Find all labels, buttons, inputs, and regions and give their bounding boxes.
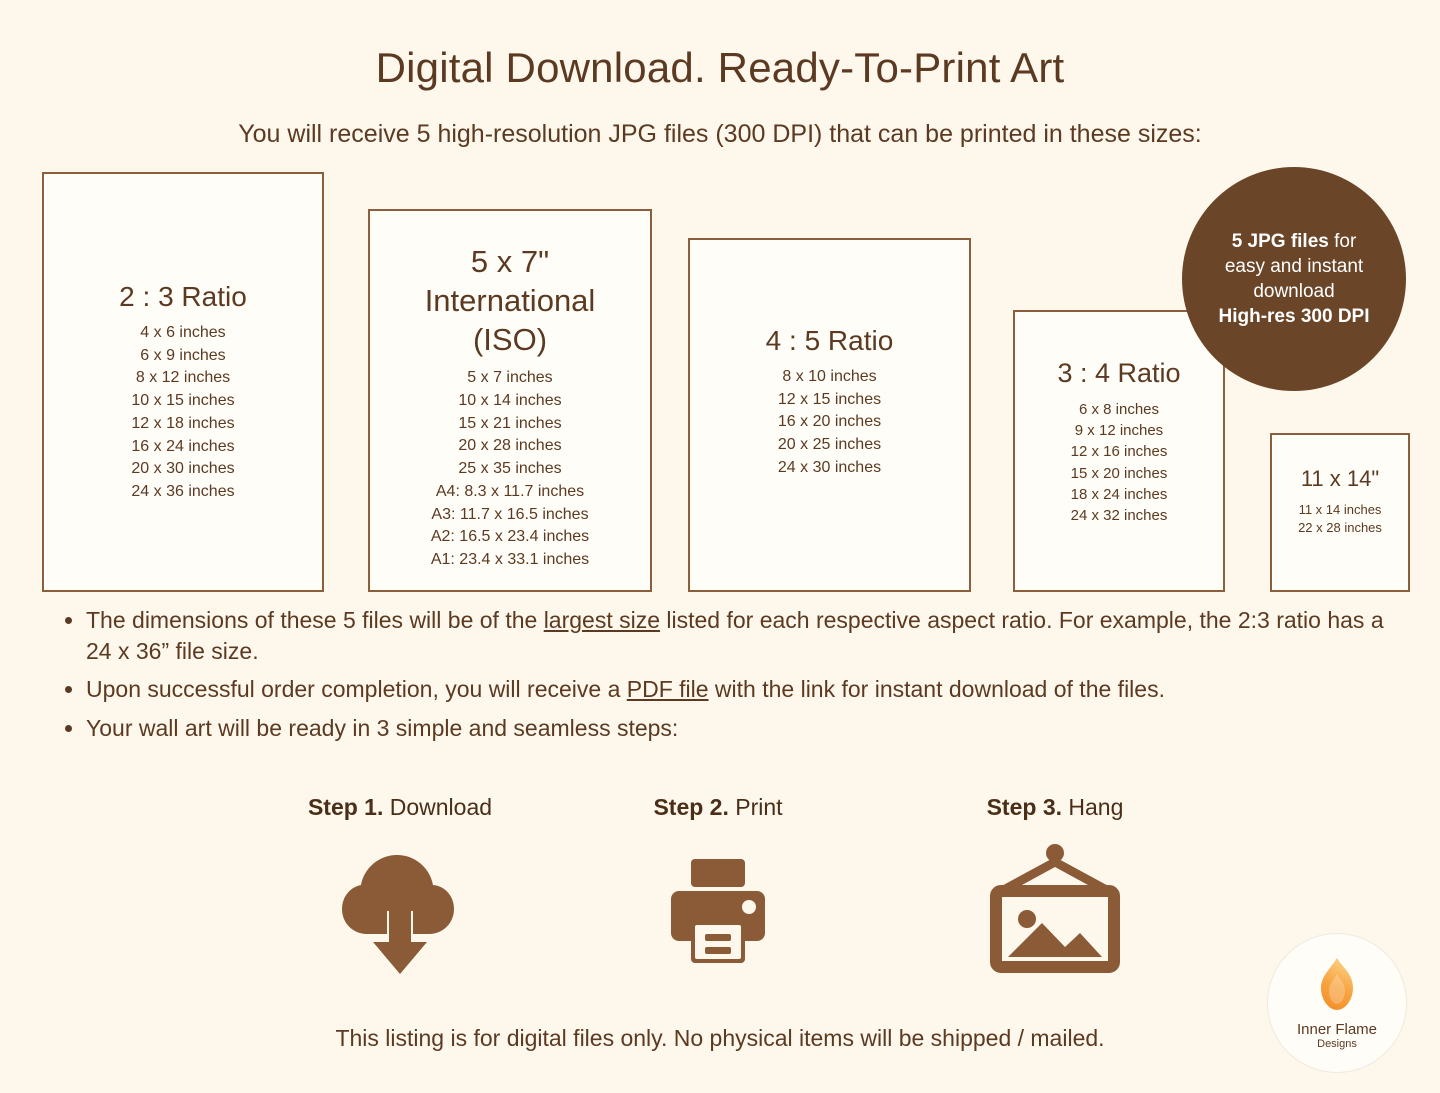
size-item: A2: 16.5 x 23.4 inches — [430, 528, 590, 546]
step-action: Download — [383, 794, 493, 820]
bullet-underlined-text: PDF file — [626, 676, 709, 703]
bullet-text-part-1: The dimensions of these 5 files will be of the — [86, 607, 544, 633]
flame-icon — [1315, 956, 1359, 1017]
step-action: Print — [728, 794, 783, 820]
size-item: 16 x 24 inches — [131, 437, 235, 455]
frame-size-list — [370, 367, 650, 571]
size-item: 20 x 25 inches — [777, 436, 882, 454]
size-item: 12 x 15 inches — [777, 390, 882, 408]
size-item: 24 x 30 inches — [777, 458, 882, 476]
size-item: A4: 8.3 x 11.7 inches — [435, 482, 585, 500]
brand-logo — [1268, 934, 1406, 1072]
step-number: Step 3. — [986, 794, 1063, 820]
size-item: A1: 23.4 x 33.1 inches — [430, 551, 590, 568]
footer-disclaimer: This listing is for digital files only. No physical items will be shipped / mailed. — [335, 1025, 1105, 1051]
bullet-item — [86, 605, 1402, 666]
size-item: 24 x 32 inches — [1070, 507, 1168, 525]
size-item: 8 x 12 inches — [135, 369, 231, 387]
info-bullet-list — [52, 605, 1402, 751]
frame-ratio-label — [370, 243, 650, 359]
badge-line-4 — [1219, 304, 1370, 329]
bullet-underlined-text: largest size — [543, 607, 661, 633]
cloud-download-icon — [250, 839, 550, 979]
frame-ratio-line-3: (ISO) — [472, 321, 548, 357]
bullet-text-part-2: with the link for instant download of the files. — [708, 676, 1165, 703]
frame-size-list — [1015, 399, 1223, 527]
badge-line-4-bold: High-res 300 DPI — [1218, 306, 1370, 328]
size-item: 6 x 9 inches — [140, 346, 226, 364]
frame-ratio-5x7-iso — [368, 209, 652, 592]
frame-ratio-line-2: International — [424, 282, 596, 318]
badge-line-1 — [1232, 229, 1357, 254]
page-title: Digital Download. Ready-To-Print Art — [375, 44, 1065, 91]
size-item: 12 x 18 inches — [131, 414, 235, 432]
size-item: 20 x 28 inches — [458, 437, 562, 455]
size-item: 11 x 14 inches — [1298, 501, 1382, 517]
badge-line-2: easy and instant — [1224, 255, 1364, 277]
page-subtitle: You will receive 5 high-resolution JPG files (300 DPI) that can be printed in these sizes: — [238, 120, 1202, 148]
frame-size-list — [690, 366, 969, 480]
step-label — [905, 794, 1205, 821]
printer-icon — [568, 839, 868, 979]
size-item: 16 x 20 inches — [777, 413, 882, 431]
size-item: 5 x 7 inches — [467, 369, 553, 387]
bullet-text-part-1: Your wall art will be ready in 3 simple and seamless steps: — [86, 714, 679, 741]
size-item: 12 x 16 inches — [1070, 443, 1168, 461]
size-item: 6 x 8 inches — [1078, 400, 1160, 418]
frame-ratio-label: 3 : 4 Ratio — [1057, 358, 1181, 388]
frame-ratio-2-3 — [42, 172, 324, 592]
size-item: 18 x 24 inches — [1070, 485, 1168, 503]
size-item: 15 x 21 inches — [458, 414, 562, 432]
step-hang — [905, 794, 1205, 979]
frame-ratio-label: 4 : 5 Ratio — [765, 325, 894, 356]
badge-line-3: download — [1253, 281, 1335, 302]
size-item: A3: 11.7 x 16.5 inches — [431, 505, 589, 523]
logo-brand-sub: Designs — [1317, 1038, 1357, 1050]
frame-size-list — [44, 322, 322, 504]
frame-ratio-label: 2 : 3 Ratio — [119, 281, 247, 312]
frame-ratio-4-5 — [688, 238, 971, 592]
step-print — [568, 794, 868, 979]
size-item: 25 x 35 inches — [458, 460, 562, 478]
bullet-text-part-1: Upon successful order completion, you will receive a — [86, 676, 627, 703]
step-number: Step 2. — [653, 794, 729, 820]
size-item: 24 x 36 inches — [131, 483, 235, 501]
badge-line-1-bold: 5 JPG files — [1231, 230, 1329, 252]
size-item: 20 x 30 inches — [131, 460, 235, 478]
size-item: 22 x 28 inches — [1298, 519, 1382, 535]
bullet-text-part-2: listed for each respective aspect ratio. For example, the 2:3 ratio has a 24 x 36” file size. — [86, 607, 1384, 664]
bullet-item — [86, 713, 1402, 744]
badge-line-1-rest: for — [1328, 230, 1357, 252]
framed-picture-icon — [905, 839, 1205, 979]
bullet-item — [86, 674, 1402, 705]
frame-size-11x14 — [1270, 433, 1410, 592]
step-number: Step 1. — [307, 794, 384, 820]
frame-ratio-line-1: 5 x 7" — [470, 244, 550, 279]
frame-ratio-label: 11 x 14" — [1300, 466, 1380, 491]
size-item: 4 x 6 inches — [140, 324, 226, 341]
size-item: 9 x 12 inches — [1074, 422, 1164, 440]
step-action: Hang — [1062, 794, 1124, 820]
steps-group — [0, 780, 1440, 1000]
size-item: 10 x 14 inches — [458, 391, 562, 409]
step-label — [250, 794, 550, 821]
size-item: 8 x 10 inches — [782, 368, 877, 385]
size-item: 15 x 20 inches — [1070, 464, 1168, 482]
logo-brand-name: Inner Flame — [1296, 1021, 1378, 1038]
step-label — [568, 794, 868, 821]
step-download — [250, 794, 550, 979]
frame-size-list — [1272, 501, 1408, 538]
frame-ratio-3-4 — [1013, 310, 1225, 592]
jpg-files-badge — [1182, 167, 1406, 391]
size-item: 10 x 15 inches — [131, 392, 235, 410]
